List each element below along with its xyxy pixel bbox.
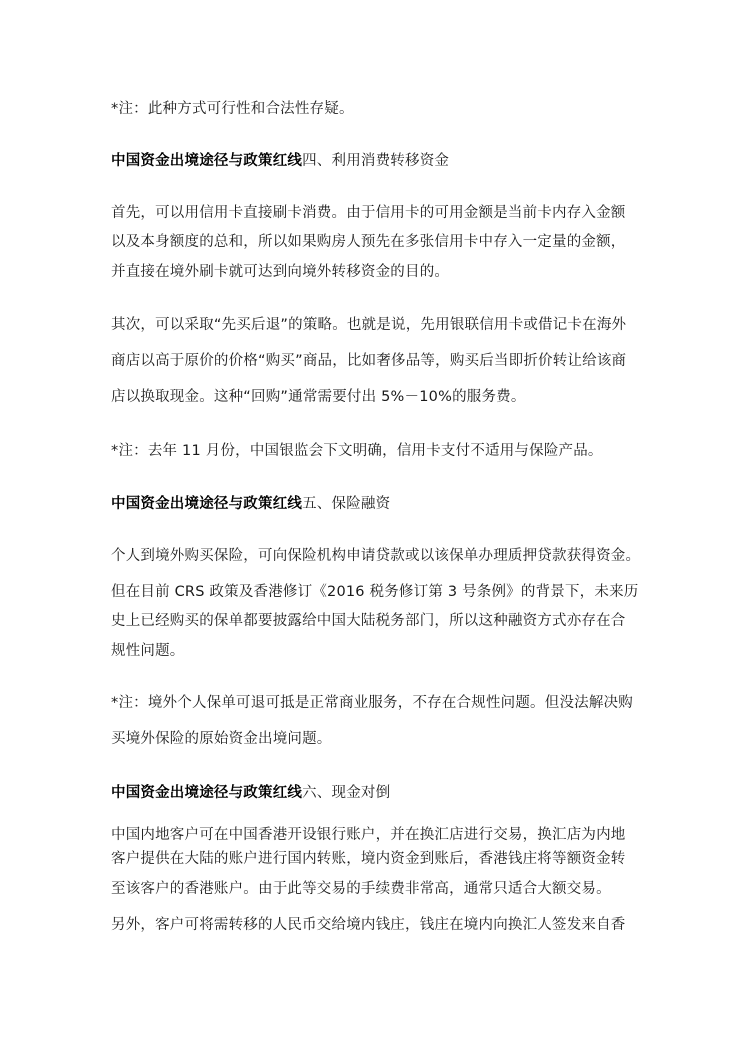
section-heading-6 xyxy=(111,783,390,803)
paragraph-line: 但在目前 CRS 政策及香港修订《2016 税务修订第 3 号条例》的背景下，未来历 xyxy=(111,584,639,600)
section-heading-5 xyxy=(111,494,390,514)
heading-title: 中国资金出境途径与政策红线 xyxy=(111,785,303,801)
paragraph-line: 规性问题。 xyxy=(111,643,185,659)
note-insurance: *注：境外个人保单可退可抵是正常商业服务，不存在合规性问题。但没法解决购 xyxy=(111,695,633,711)
paragraph-line: 商店以高于原价的价格“购买”商品，比如奢侈品等，购买后当即折价转让给该商 xyxy=(111,353,627,369)
paragraph-line: 另外，客户可将需转移的人民币交给境内钱庄，钱庄在境内向换汇人签发来自香 xyxy=(111,917,626,933)
paragraph-line: 首先，可以用信用卡直接刷卡消费。由于信用卡的可用金额是当前卡内存入金额 xyxy=(111,205,626,221)
heading-title: 中国资金出境途径与政策红线 xyxy=(111,496,303,512)
heading-title: 中国资金出境途径与政策红线 xyxy=(111,153,303,169)
note-insurance: 买境外保险的原始资金出境问题。 xyxy=(111,731,332,747)
note-feasibility: *注：此种方式可行性和合法性存疑。 xyxy=(111,101,354,117)
paragraph-line: 个人到境外购买保险，可向保险机构申请贷款或以该保单办理质押贷款获得资金。 xyxy=(111,548,641,564)
heading-subtitle: 五、保险融资 xyxy=(302,496,391,512)
paragraph-line: 并直接在境外刷卡就可达到向境外转移资金的目的。 xyxy=(111,264,450,280)
paragraph-line: 以及本身额度的总和，所以如果购房人预先在多张信用卡中存入一定量的金额， xyxy=(111,234,626,250)
note-credit-card: *注：去年 11 月份，中国银监会下文明确，信用卡支付不适用与保险产品。 xyxy=(111,443,603,459)
paragraph-line: 其次，可以采取“先买后退”的策略。也就是说，先用银联信用卡或借记卡在海外 xyxy=(111,317,627,333)
heading-subtitle: 四、利用消费转移资金 xyxy=(302,153,450,169)
paragraph-line: 客户提供在大陆的账户进行国内转账，境内资金到账后，香港钱庄将等额资金转 xyxy=(111,851,626,867)
paragraph-line: 史上已经购买的保单都要披露给中国大陆税务部门，所以这种融资方式亦存在合 xyxy=(111,613,626,629)
heading-subtitle: 六、现金对倒 xyxy=(302,785,391,801)
paragraph-line: 店以换取现金。这种“回购”通常需要付出 5%－10%的服务费。 xyxy=(111,389,526,405)
paragraph-line: 中国内地客户可在中国香港开设银行账户，并在换汇店进行交易，换汇店为内地 xyxy=(111,827,626,843)
paragraph-line: 至该客户的香港账户。由于此等交易的手续费非常高，通常只适合大额交易。 xyxy=(111,881,611,897)
section-heading-4 xyxy=(111,151,449,171)
